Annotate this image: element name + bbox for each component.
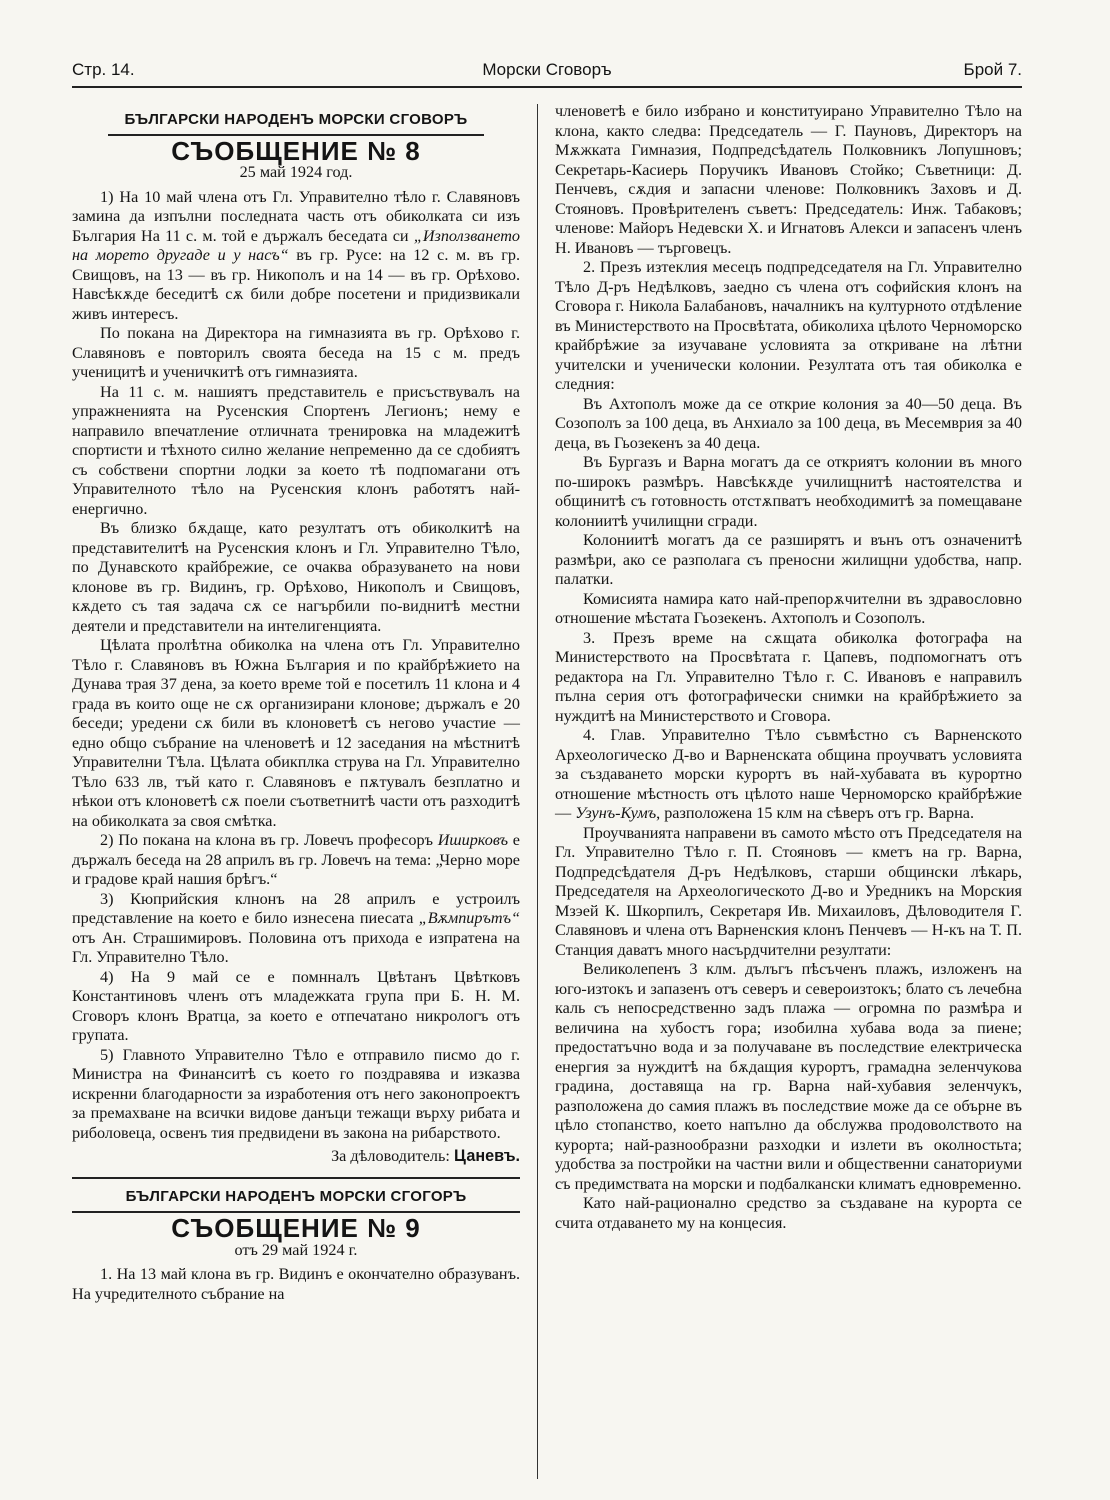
paragraph: Комисията намира като най-препорѫчителни въ здравословно отношение мѣстата Гьозекенъ. Ахтополъ и Созополъ. <box>555 589 1022 627</box>
section-rule <box>72 1177 520 1179</box>
paragraph: 2. Презъ изтеклия месецъ подпредседателя на Гл. Управително Тѣло Д-ръ Недѣлковъ, заедно съ члена отъ софийския клонъ на Сговора г. Никола Балабановъ, началникъ на културното отдѣление въ Министерството на Просвѣтата, обиколиха цѣлото Черноморско крайбрѣжие за изучаване условията за откриване на лѣтни учителски и ученически колонии. Резултата отъ тая обиколка е следния: <box>555 258 1022 393</box>
announcement-date: 25 май 1924 год. <box>239 163 353 181</box>
paragraph: Въ Бургазъ и Варна могатъ да се откриятъ колонии въ много по-широкъ размѣръ. Навсѣкѫде училищнитѣ настоятелства и общинитѣ съ готовность отстѫпватъ необходимитѣ за помещаване колониитѣ училищни сгради. <box>555 453 1022 530</box>
journal-title: Морски Сговоръ <box>482 60 612 79</box>
organization-heading: БЪЛГАРСКИ НАРОДЕНЪ МОРСКИ СГОВОРЪ <box>124 111 468 128</box>
right-column <box>555 102 1022 1233</box>
signature: За дѣловодитель: Цаневъ. <box>331 1147 520 1165</box>
column-divider <box>537 104 538 1479</box>
announcement-title: СЪОБЩЕНИЕ № 8 <box>171 135 421 166</box>
paragraph: Проучванията направени въ самото мѣсто отъ Председателя на Гл. Управително Тѣло г. П. Стояновъ — кметъ на гр. Варна, Подпредсѣдателя Д-ръ Недѣлковъ, старши общински лѣкарь, Председателя на Археологическото Д-во и Уредникъ на Морския Мзэей К. Шкорпилъ, Секретаря Ив. Михаиловъ, Дѣловодителя Г. Славяновъ и члена отъ Варненския клонъ Пенчевъ — Н-къ на Т. П. Станция даватъ много насърдчителни резултати: <box>555 823 1022 959</box>
left-column <box>72 102 520 1304</box>
paragraph: 4. Глав. Управително Тѣло съвмѣстно съ Варненското Археологическо Д-во и Варненската община проучватъ условията за създаването морски курортъ въ най-хубавата въ курортно отношение мѣстность отъ цѣлото наше Черноморско крайбрѣжие — Узунъ-Кумъ, разположена 15 клм на сѣверъ отъ гр. Варна. <box>555 726 1022 822</box>
paragraph: 1. На 13 май клона въ гр. Видинъ е окончателно образуванъ. На учредителното събрание на <box>72 1265 520 1303</box>
lecture-title: „Използването на морето другаде и у насъ“ <box>72 226 520 264</box>
place-name: Узунъ-Кумъ <box>575 804 657 822</box>
announcement-title: СЪОБЩЕНИЕ № 9 <box>171 1213 421 1243</box>
paragraph: 2) По покана на клона въ гр. Ловечъ професоръ Иширковъ е държалъ беседа на 28 априлъ въ гр. Ловечъ на тема: „Черно море и градове край нашия брѣгъ.“ <box>72 831 520 888</box>
paragraph: Въ близко бѫдаще, като резултатъ отъ обиколкитѣ на представителитѣ на Русенския клонъ и Гл. Управително Тѣло, по Дунавското крайбрежие, се очаква образуването на нови клонове въ гр. Видинъ, гр. Орѣхово, Никополъ и Свищовъ, кѫдето съ тая задача сѫ се нагърбили по-виднитѣ местни деятели и представители на интелигенцията. <box>72 519 520 635</box>
paragraph: Като най-рационално средство за създаване на курорта се счита отдаването му на концесия. <box>555 1194 1022 1232</box>
paragraph: На 11 с. м. нашиятъ представитель е присъствувалъ на упражненията на Русенския Спортенъ Легионъ; нему е направило впечатление отличната тренировка на младежитѣ спортисти и тѣхното силно желание непременно да се сдобиятъ съ собствени спортни лодки за което тѣ подпомагани отъ Управителното тѣло на Русенския клонъ работятъ най-енергично. <box>72 382 520 518</box>
paragraph: Цѣлата пролѣтна обиколка на члена отъ Гл. Управително Тѣло г. Славяновъ въ Южна България и по крайбрѣжието на Дунава трая 37 дена, за което време той е посетилъ 11 клона и 4 града въ които още не сѫ организирани клонове; държалъ е 20 беседи; уредени сѫ били въ клоноветѣ съ негово участие — едно общо събрание на членоветѣ и 12 заседания на мѣстнитѣ Управителни Тѣла. Цѣлата обикплка струва на Гл. Управително Тѣло 633 лв, тъй като г. Славяновъ е пѫтувалъ безплатно и нѣкои отъ клоноветѣ сѫ поели съответнитѣ части отъ разходитѣ на обиколката за своя смѣтка. <box>72 636 520 830</box>
paragraph: Колониитѣ могатъ да се разширятъ и вънъ отъ означенитѣ размѣри, ако се разполага съ преносни жилищни удобства, напр. палатки. <box>555 531 1022 588</box>
professor-name: Иширковъ <box>437 831 509 849</box>
paragraph: членоветѣ е било избрано и конституирано Управително Тѣло на клона, както следва: Председатель — Г. Пауновъ, Директоръ на Мѫжката Гимназия, Подпредсѣдатель Полковникъ Лопушновъ; Секретарь-Касиерь Поручикъ Ивановъ Стойко; Съветници: Д. Пенчевъ, сѫдия и запасни членове: Полковникъ Заховъ и Д. Стояновъ. Провѣрителенъ съветъ: Председатель: Инж. Табаковъ; членове: Майоръ Недевски Х. и Игнатовъ Алекси и запасенъ членъ Н. Ивановъ — търговецъ. <box>555 102 1022 257</box>
header-rule <box>72 86 1022 88</box>
play-title: „Вѫмпирътъ“ <box>418 909 520 927</box>
organization-heading: БЪЛГАРСКИ НАРОДЕНЪ МОРСКИ СГОГОРЪ <box>125 1187 467 1205</box>
paragraph: 5) Главното Управително Тѣло е отправило писмо до г. Министра на Финанситѣ съ което го поздравява и изказва искренни благодарности за изработения отъ него законопроектъ за премахване на всички видове данъци тежащи върху рибата и риболовеца, освенъ тия предвидени въ закона на рибарството. <box>72 1045 520 1142</box>
signer-name: Цаневъ. <box>453 1147 520 1165</box>
page-header <box>72 60 1022 86</box>
issue-number: Брой 7. <box>963 60 1022 79</box>
paragraph: 3) Кюприйския клнонъ на 28 априлъ е устроилъ представление на което е било изнесена пиесата „Вѫмпирътъ“ отъ Ан. Страшимировъ. Половина отъ прихода е изпратена на Гл. Управително Тѣло. <box>72 889 520 966</box>
paragraph: 4) На 9 май се е помнналъ Цвѣтанъ Цвѣтковъ Константиновъ членъ отъ младежката група при Б. Н. М. Сговоръ клонъ Вратца, за което е отпечатано никрологъ отъ групата. <box>72 967 520 1044</box>
paragraph: Въ Ахтополъ може да се открие колония за 40—50 деца. Въ Созополъ за 100 деца, въ Анхиало за 100 деца, въ Месемврия за 40 деца, въ Гьозекенъ за 40 деца. <box>555 394 1022 452</box>
paragraph: 3. Презъ време на сѫщата обиколка фотографа на Министерството на Просвѣтата г. Цапевъ, подпомогнатъ отъ редактора на Гл. Управително Тѣло г. С. Ивановъ е направилъ пълна серия отъ фотографически снимки на крайбрѣжието за нуждитѣ на Министерството и Сговора. <box>555 628 1022 725</box>
paragraph: Великолепенъ 3 клм. дълъгъ пѣсъченъ плажъ, изложенъ на юго-изтокъ и запазенъ отъ северъ и североизтокъ; блато съ лечебна каль съ непосредственно задъ плажа — огромна по размѣра и величина на хубостъ гора; изобилна хубава вода за пиене; предостатъчно вода и за получаване въ последствие електрическа енергия за нуждитѣ на бѫдащия курортъ, грамадна зеленчукова градина, доставяща на гр. Варна най-хубавия зеленчукъ, разположена до самия плажъ въ последствие може да се обърне въ цѣло стопанство, което напълно да обслужва продоволството на курорта; най-разнообразни разходки и излети въ околностьта; удобства за постройки на частни вили и общественни санаториуми съ предимствата на морски и подбалкански климатъ едновременно. <box>555 960 1022 1193</box>
announcement-date: отъ 29 май 1924 г. <box>234 1240 358 1259</box>
paragraph: По покана на Директора на гимназията въ гр. Орѣхово г. Славяновъ е повторилъ своята беседа на 15 с м. предъ ученицитѣ и ученичкитѣ отъ гимназията. <box>72 324 520 381</box>
page-number: Стр. 14. <box>72 60 135 79</box>
paragraph: 1) На 10 май члена отъ Гл. Управително тѣло г. Славяновъ замина да изпълни последната часть отъ обиколката си изъ България На 11 с. м. той е държалъ беседата си „Използването на морето другаде и у насъ“ въ гр. Русе: на 12 с. м. въ гр. Свищовъ, на 13 — въ гр. Никополъ и на 14 — въ гр. Орѣхово. Навсѣкѫде беседитѣ сѫ били добре посетени и придизвикали живъ интересъ. <box>72 187 520 323</box>
